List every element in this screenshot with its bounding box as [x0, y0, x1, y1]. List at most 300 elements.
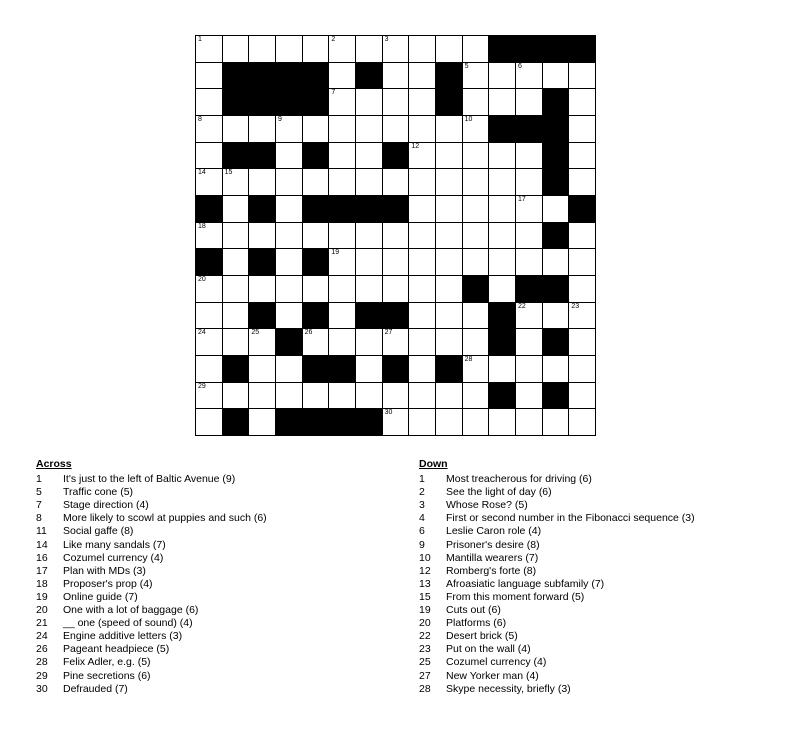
- grid-cell[interactable]: [568, 355, 596, 383]
- grid-cell[interactable]: [382, 222, 410, 250]
- grid-cell[interactable]: [355, 88, 383, 116]
- grid-cell[interactable]: [382, 275, 410, 303]
- grid-cell[interactable]: [488, 355, 516, 383]
- grid-cell[interactable]: [222, 222, 250, 250]
- grid-block: [488, 35, 516, 63]
- clue-number: 28: [419, 682, 431, 695]
- clue-text: It's just to the left of Baltic Avenue (9): [63, 473, 236, 486]
- clue-number: 20: [36, 604, 48, 617]
- grid-cell[interactable]: [542, 195, 570, 223]
- grid-cell[interactable]: [222, 302, 250, 330]
- grid-cell[interactable]: [355, 382, 383, 410]
- clue-number: 30: [36, 682, 48, 695]
- grid-cell[interactable]: [195, 302, 223, 330]
- cell-number: 13: [544, 142, 553, 150]
- cell-number: 8: [198, 116, 202, 123]
- grid-cell[interactable]: [542, 408, 570, 436]
- clue-text: Plan with MDs (3): [63, 564, 146, 577]
- cell-number: 25: [251, 329, 260, 337]
- grid-block: [435, 88, 463, 116]
- grid-block: [222, 142, 250, 170]
- grid-cell[interactable]: [328, 222, 356, 250]
- clue-number: 19: [36, 590, 48, 603]
- cell-number: 10: [464, 116, 473, 123]
- grid-cell[interactable]: [488, 88, 516, 116]
- grid-cell[interactable]: [408, 168, 436, 196]
- grid-cell[interactable]: [568, 275, 596, 303]
- grid-cell[interactable]: [462, 355, 490, 383]
- grid-cell[interactable]: [435, 302, 463, 330]
- down-clue: [419, 539, 779, 552]
- grid-block: [302, 408, 330, 436]
- cell-number: 27: [384, 329, 393, 337]
- clue-text: Social gaffe (8): [63, 525, 134, 538]
- grid-cell[interactable]: [275, 195, 303, 223]
- clue-text: Engine additive letters (3): [63, 630, 183, 643]
- clue-number: 10: [419, 551, 431, 564]
- down-clue: [419, 525, 779, 538]
- grid-cell[interactable]: [515, 222, 543, 250]
- down-clue: [419, 486, 779, 499]
- grid-block: [355, 195, 383, 223]
- grid-cell[interactable]: [435, 248, 463, 276]
- grid-cell[interactable]: [435, 328, 463, 356]
- clue-number: 12: [419, 564, 431, 577]
- grid-cell[interactable]: [355, 248, 383, 276]
- grid-block: [382, 355, 410, 383]
- grid-cell[interactable]: [462, 248, 490, 276]
- clue-number: 25: [419, 656, 431, 669]
- grid-cell[interactable]: [382, 248, 410, 276]
- grid-cell[interactable]: [515, 328, 543, 356]
- grid-cell[interactable]: [275, 222, 303, 250]
- grid-cell[interactable]: [328, 88, 356, 116]
- grid-cell[interactable]: [302, 222, 330, 250]
- down-clue: [419, 656, 779, 669]
- grid-cell[interactable]: [302, 382, 330, 410]
- grid-cell[interactable]: [195, 328, 223, 356]
- grid-block: [302, 355, 330, 383]
- grid-cell[interactable]: [462, 115, 490, 143]
- grid-cell[interactable]: [542, 302, 570, 330]
- grid-cell[interactable]: [515, 408, 543, 436]
- grid-cell[interactable]: [462, 222, 490, 250]
- grid-block: [542, 115, 570, 143]
- grid-cell[interactable]: [408, 382, 436, 410]
- grid-cell[interactable]: [355, 275, 383, 303]
- clue-number: 1: [419, 473, 425, 486]
- grid-cell[interactable]: [328, 328, 356, 356]
- grid-cell[interactable]: [435, 195, 463, 223]
- down-clue: [419, 578, 779, 591]
- grid-block: [542, 35, 570, 63]
- clue-number: 6: [419, 525, 425, 538]
- grid-block: [328, 195, 356, 223]
- grid-cell[interactable]: [382, 328, 410, 356]
- grid-cell[interactable]: [568, 222, 596, 250]
- grid-cell[interactable]: [515, 248, 543, 276]
- grid-cell[interactable]: [355, 222, 383, 250]
- across-clue: [36, 512, 396, 525]
- grid-cell[interactable]: [275, 355, 303, 383]
- clue-text: Online guide (7): [63, 590, 138, 603]
- down-clue: [419, 670, 779, 683]
- clue-number: 13: [419, 577, 431, 590]
- cell-number: 14: [198, 169, 206, 177]
- cell-number: 16: [384, 196, 393, 203]
- down-heading: Down: [419, 458, 448, 470]
- cell-number: 12: [411, 142, 420, 150]
- grid-cell[interactable]: [568, 302, 596, 330]
- grid-cell[interactable]: [408, 115, 436, 143]
- grid-block: [195, 195, 223, 223]
- grid-cell[interactable]: [515, 355, 543, 383]
- grid-cell[interactable]: [248, 168, 276, 196]
- grid-cell[interactable]: [302, 168, 330, 196]
- grid-cell[interactable]: [222, 275, 250, 303]
- grid-cell[interactable]: [195, 382, 223, 410]
- cell-number: 3: [384, 36, 389, 43]
- clue-number: 29: [36, 669, 48, 682]
- down-clue: [419, 630, 779, 643]
- grid-block: [302, 88, 330, 116]
- grid-cell[interactable]: [355, 328, 383, 356]
- grid-cell[interactable]: [382, 62, 410, 90]
- down-clue: [419, 512, 779, 525]
- grid-cell[interactable]: [435, 408, 463, 436]
- grid-cell[interactable]: [408, 142, 436, 170]
- clue-text: Cozumel currency (4): [446, 656, 547, 669]
- grid-cell[interactable]: [515, 88, 543, 116]
- clue-number: 3: [419, 499, 425, 512]
- across-clue: [36, 499, 396, 512]
- grid-cell[interactable]: [195, 222, 223, 250]
- grid-cell[interactable]: [568, 248, 596, 276]
- grid-cell[interactable]: [275, 115, 303, 143]
- grid-cell[interactable]: [435, 275, 463, 303]
- grid-cell[interactable]: [355, 168, 383, 196]
- grid-cell[interactable]: [302, 275, 330, 303]
- clue-text: Put on the wall (4): [446, 643, 531, 656]
- cell-number: 18: [198, 222, 206, 230]
- grid-cell[interactable]: [542, 355, 570, 383]
- grid-cell[interactable]: [408, 328, 436, 356]
- clue-number: 28: [36, 656, 48, 669]
- grid-cell[interactable]: [275, 248, 303, 276]
- grid-cell[interactable]: [195, 88, 223, 116]
- grid-block: [435, 62, 463, 90]
- clue-text: From this moment forward (5): [446, 590, 585, 603]
- grid-cell[interactable]: [568, 62, 596, 90]
- grid-cell[interactable]: [488, 195, 516, 223]
- grid-cell[interactable]: [195, 408, 223, 436]
- grid-cell[interactable]: [195, 355, 223, 383]
- down-clue: [419, 683, 779, 696]
- clue-text: Proposer's prop (4): [63, 577, 153, 590]
- grid-cell[interactable]: [355, 35, 383, 63]
- grid-cell[interactable]: [408, 195, 436, 223]
- grid-cell[interactable]: [328, 62, 356, 90]
- grid-block: [382, 302, 410, 330]
- grid-cell[interactable]: [328, 302, 356, 330]
- across-clue: [36, 565, 396, 578]
- grid-block: [355, 302, 383, 330]
- grid-cell[interactable]: [568, 328, 596, 356]
- cell-number: 30: [384, 409, 393, 417]
- grid-cell[interactable]: [542, 62, 570, 90]
- across-clue: [36, 683, 396, 696]
- grid-block: [328, 408, 356, 436]
- clue-number: 20: [419, 617, 431, 630]
- grid-cell[interactable]: [462, 35, 490, 63]
- grid-cell[interactable]: [302, 328, 330, 356]
- grid-cell[interactable]: [462, 168, 490, 196]
- grid-cell[interactable]: [328, 142, 356, 170]
- grid-cell[interactable]: [408, 302, 436, 330]
- cell-number: 4: [571, 36, 576, 43]
- across-clue: [36, 670, 396, 683]
- grid-cell[interactable]: [248, 328, 276, 356]
- grid-cell[interactable]: [408, 222, 436, 250]
- clue-text: __ one (speed of sound) (4): [63, 617, 193, 630]
- grid-cell[interactable]: [488, 168, 516, 196]
- grid-cell[interactable]: [248, 382, 276, 410]
- grid-cell[interactable]: [222, 382, 250, 410]
- cell-number: 19: [331, 249, 340, 257]
- grid-cell[interactable]: [195, 142, 223, 170]
- across-clue: [36, 486, 396, 499]
- grid-cell[interactable]: [275, 142, 303, 170]
- clue-number: 9: [419, 538, 425, 551]
- grid-cell[interactable]: [195, 115, 223, 143]
- grid-block: [382, 142, 410, 170]
- grid-cell[interactable]: [382, 88, 410, 116]
- grid-block: [275, 88, 303, 116]
- grid-cell[interactable]: [222, 248, 250, 276]
- cell-number: 5: [464, 62, 469, 70]
- grid-cell[interactable]: [382, 408, 410, 436]
- clue-text: Leslie Caron role (4): [446, 525, 542, 538]
- clue-number: 17: [36, 564, 48, 577]
- grid-cell[interactable]: [248, 408, 276, 436]
- grid-cell[interactable]: [408, 88, 436, 116]
- grid-cell[interactable]: [515, 195, 543, 223]
- grid-block: [222, 88, 250, 116]
- grid-cell[interactable]: [328, 275, 356, 303]
- grid-cell[interactable]: [328, 248, 356, 276]
- cell-number: 26: [304, 329, 313, 337]
- grid-cell[interactable]: [222, 115, 250, 143]
- grid-cell[interactable]: [275, 302, 303, 330]
- grid-block: [542, 328, 570, 356]
- grid-cell[interactable]: [355, 142, 383, 170]
- clue-text: Pine secretions (6): [63, 669, 151, 682]
- grid-cell[interactable]: [195, 275, 223, 303]
- grid-cell[interactable]: [568, 408, 596, 436]
- grid-cell[interactable]: [248, 35, 276, 63]
- grid-cell[interactable]: [222, 35, 250, 63]
- down-clue: [419, 604, 779, 617]
- grid-cell[interactable]: [488, 408, 516, 436]
- grid-cell[interactable]: [195, 35, 223, 63]
- grid-cell[interactable]: [195, 168, 223, 196]
- grid-block: [355, 62, 383, 90]
- grid-cell[interactable]: [248, 115, 276, 143]
- grid-cell[interactable]: [302, 115, 330, 143]
- across-clue: [36, 630, 396, 643]
- grid-block: [488, 328, 516, 356]
- clue-text: Desert brick (5): [446, 630, 518, 643]
- grid-cell[interactable]: [248, 355, 276, 383]
- grid-block: [542, 222, 570, 250]
- clue-text: Defrauded (7): [63, 682, 128, 695]
- grid-cell[interactable]: [408, 248, 436, 276]
- down-clue-list: [419, 473, 779, 696]
- grid-cell[interactable]: [462, 195, 490, 223]
- grid-cell[interactable]: [515, 382, 543, 410]
- cell-number: 2: [331, 36, 336, 43]
- grid-cell[interactable]: [435, 115, 463, 143]
- cell-number: 20: [198, 276, 206, 283]
- clue-text: Romberg's forte (8): [446, 564, 537, 577]
- grid-cell[interactable]: [568, 115, 596, 143]
- grid-cell[interactable]: [462, 328, 490, 356]
- grid-cell[interactable]: [515, 62, 543, 90]
- down-clue: [419, 565, 779, 578]
- grid-cell[interactable]: [382, 382, 410, 410]
- clue-number: 19: [419, 604, 431, 617]
- grid-cell[interactable]: [302, 35, 330, 63]
- grid-cell[interactable]: [355, 115, 383, 143]
- grid-cell[interactable]: [222, 168, 250, 196]
- clue-text: Pageant headpiece (5): [63, 643, 170, 656]
- across-clue: [36, 617, 396, 630]
- down-clue: [419, 552, 779, 565]
- grid-cell[interactable]: [462, 302, 490, 330]
- across-clue: [36, 656, 396, 669]
- clue-number: 27: [419, 669, 431, 682]
- clue-text: Platforms (6): [446, 617, 507, 630]
- grid-cell[interactable]: [408, 355, 436, 383]
- cell-number: 9: [278, 116, 282, 123]
- grid-cell[interactable]: [382, 35, 410, 63]
- clue-text: Cuts out (6): [446, 604, 501, 617]
- down-clue: [419, 473, 779, 486]
- down-clue: [419, 617, 779, 630]
- grid-cell[interactable]: [515, 168, 543, 196]
- grid-cell[interactable]: [435, 142, 463, 170]
- grid-block: [488, 382, 516, 410]
- grid-cell[interactable]: [408, 62, 436, 90]
- grid-cell[interactable]: [195, 62, 223, 90]
- grid-cell[interactable]: [488, 142, 516, 170]
- cell-number: 24: [198, 329, 206, 337]
- grid-block: [195, 248, 223, 276]
- grid-block: [542, 382, 570, 410]
- clue-text: Cozumel currency (4): [63, 551, 164, 564]
- grid-block: [275, 328, 303, 356]
- clue-number: 21: [36, 617, 48, 630]
- grid-cell[interactable]: [435, 35, 463, 63]
- cell-number: 17: [518, 196, 526, 203]
- grid-cell[interactable]: [462, 142, 490, 170]
- grid-cell[interactable]: [248, 222, 276, 250]
- grid-cell[interactable]: [488, 222, 516, 250]
- grid-block: [275, 408, 303, 436]
- grid-cell[interactable]: [488, 248, 516, 276]
- grid-cell[interactable]: [435, 222, 463, 250]
- grid-block: [542, 88, 570, 116]
- clue-text: Mantilla wearers (7): [446, 551, 539, 564]
- grid-cell[interactable]: [355, 355, 383, 383]
- grid-cell[interactable]: [275, 382, 303, 410]
- grid-cell[interactable]: [488, 275, 516, 303]
- grid-cell[interactable]: [435, 168, 463, 196]
- cell-number: 23: [571, 302, 580, 310]
- grid-cell[interactable]: [382, 115, 410, 143]
- grid-cell[interactable]: [568, 88, 596, 116]
- clue-text: Whose Rose? (5): [446, 499, 528, 512]
- clue-text: Prisoner's desire (8): [446, 538, 540, 551]
- clue-text: Felix Adler, e.g. (5): [63, 656, 151, 669]
- grid-block: [248, 62, 276, 90]
- grid-cell[interactable]: [275, 275, 303, 303]
- grid-cell[interactable]: [328, 35, 356, 63]
- grid-block: [488, 115, 516, 143]
- grid-cell[interactable]: [275, 168, 303, 196]
- grid-cell[interactable]: [382, 168, 410, 196]
- grid-cell[interactable]: [408, 408, 436, 436]
- grid-cell[interactable]: [328, 115, 356, 143]
- grid-cell[interactable]: [328, 168, 356, 196]
- grid-cell[interactable]: [248, 275, 276, 303]
- grid-block: [302, 195, 330, 223]
- clue-number: 24: [36, 630, 48, 643]
- across-clue: [36, 604, 396, 617]
- grid-cell[interactable]: [408, 275, 436, 303]
- cell-number: 7: [331, 89, 336, 97]
- grid-cell[interactable]: [568, 168, 596, 196]
- grid-cell[interactable]: [435, 382, 463, 410]
- grid-block: [248, 88, 276, 116]
- grid-cell[interactable]: [222, 328, 250, 356]
- clue-text: First or second number in the Fibonacci sequence (3): [446, 512, 695, 525]
- grid-cell[interactable]: [222, 195, 250, 223]
- cell-number: 15: [224, 169, 233, 177]
- grid-cell[interactable]: [462, 62, 490, 90]
- cell-number: 22: [518, 302, 526, 310]
- grid-cell[interactable]: [542, 248, 570, 276]
- grid-cell[interactable]: [515, 142, 543, 170]
- grid-cell[interactable]: [515, 302, 543, 330]
- clue-number: 15: [419, 590, 431, 603]
- clue-text: Skype necessity, briefly (3): [446, 682, 571, 695]
- grid-cell[interactable]: [462, 408, 490, 436]
- grid-block: [302, 142, 330, 170]
- grid-cell[interactable]: [568, 382, 596, 410]
- grid-cell[interactable]: [275, 35, 303, 63]
- grid-cell[interactable]: [462, 382, 490, 410]
- grid-cell[interactable]: [328, 382, 356, 410]
- across-clue: [36, 578, 396, 591]
- clue-text: More likely to scowl at puppies and such (6): [63, 512, 267, 525]
- grid-cell[interactable]: [568, 142, 596, 170]
- grid-cell[interactable]: [462, 88, 490, 116]
- grid-cell[interactable]: [408, 35, 436, 63]
- grid-cell[interactable]: [488, 62, 516, 90]
- clue-number: 1: [36, 473, 42, 486]
- grid-block: [248, 302, 276, 330]
